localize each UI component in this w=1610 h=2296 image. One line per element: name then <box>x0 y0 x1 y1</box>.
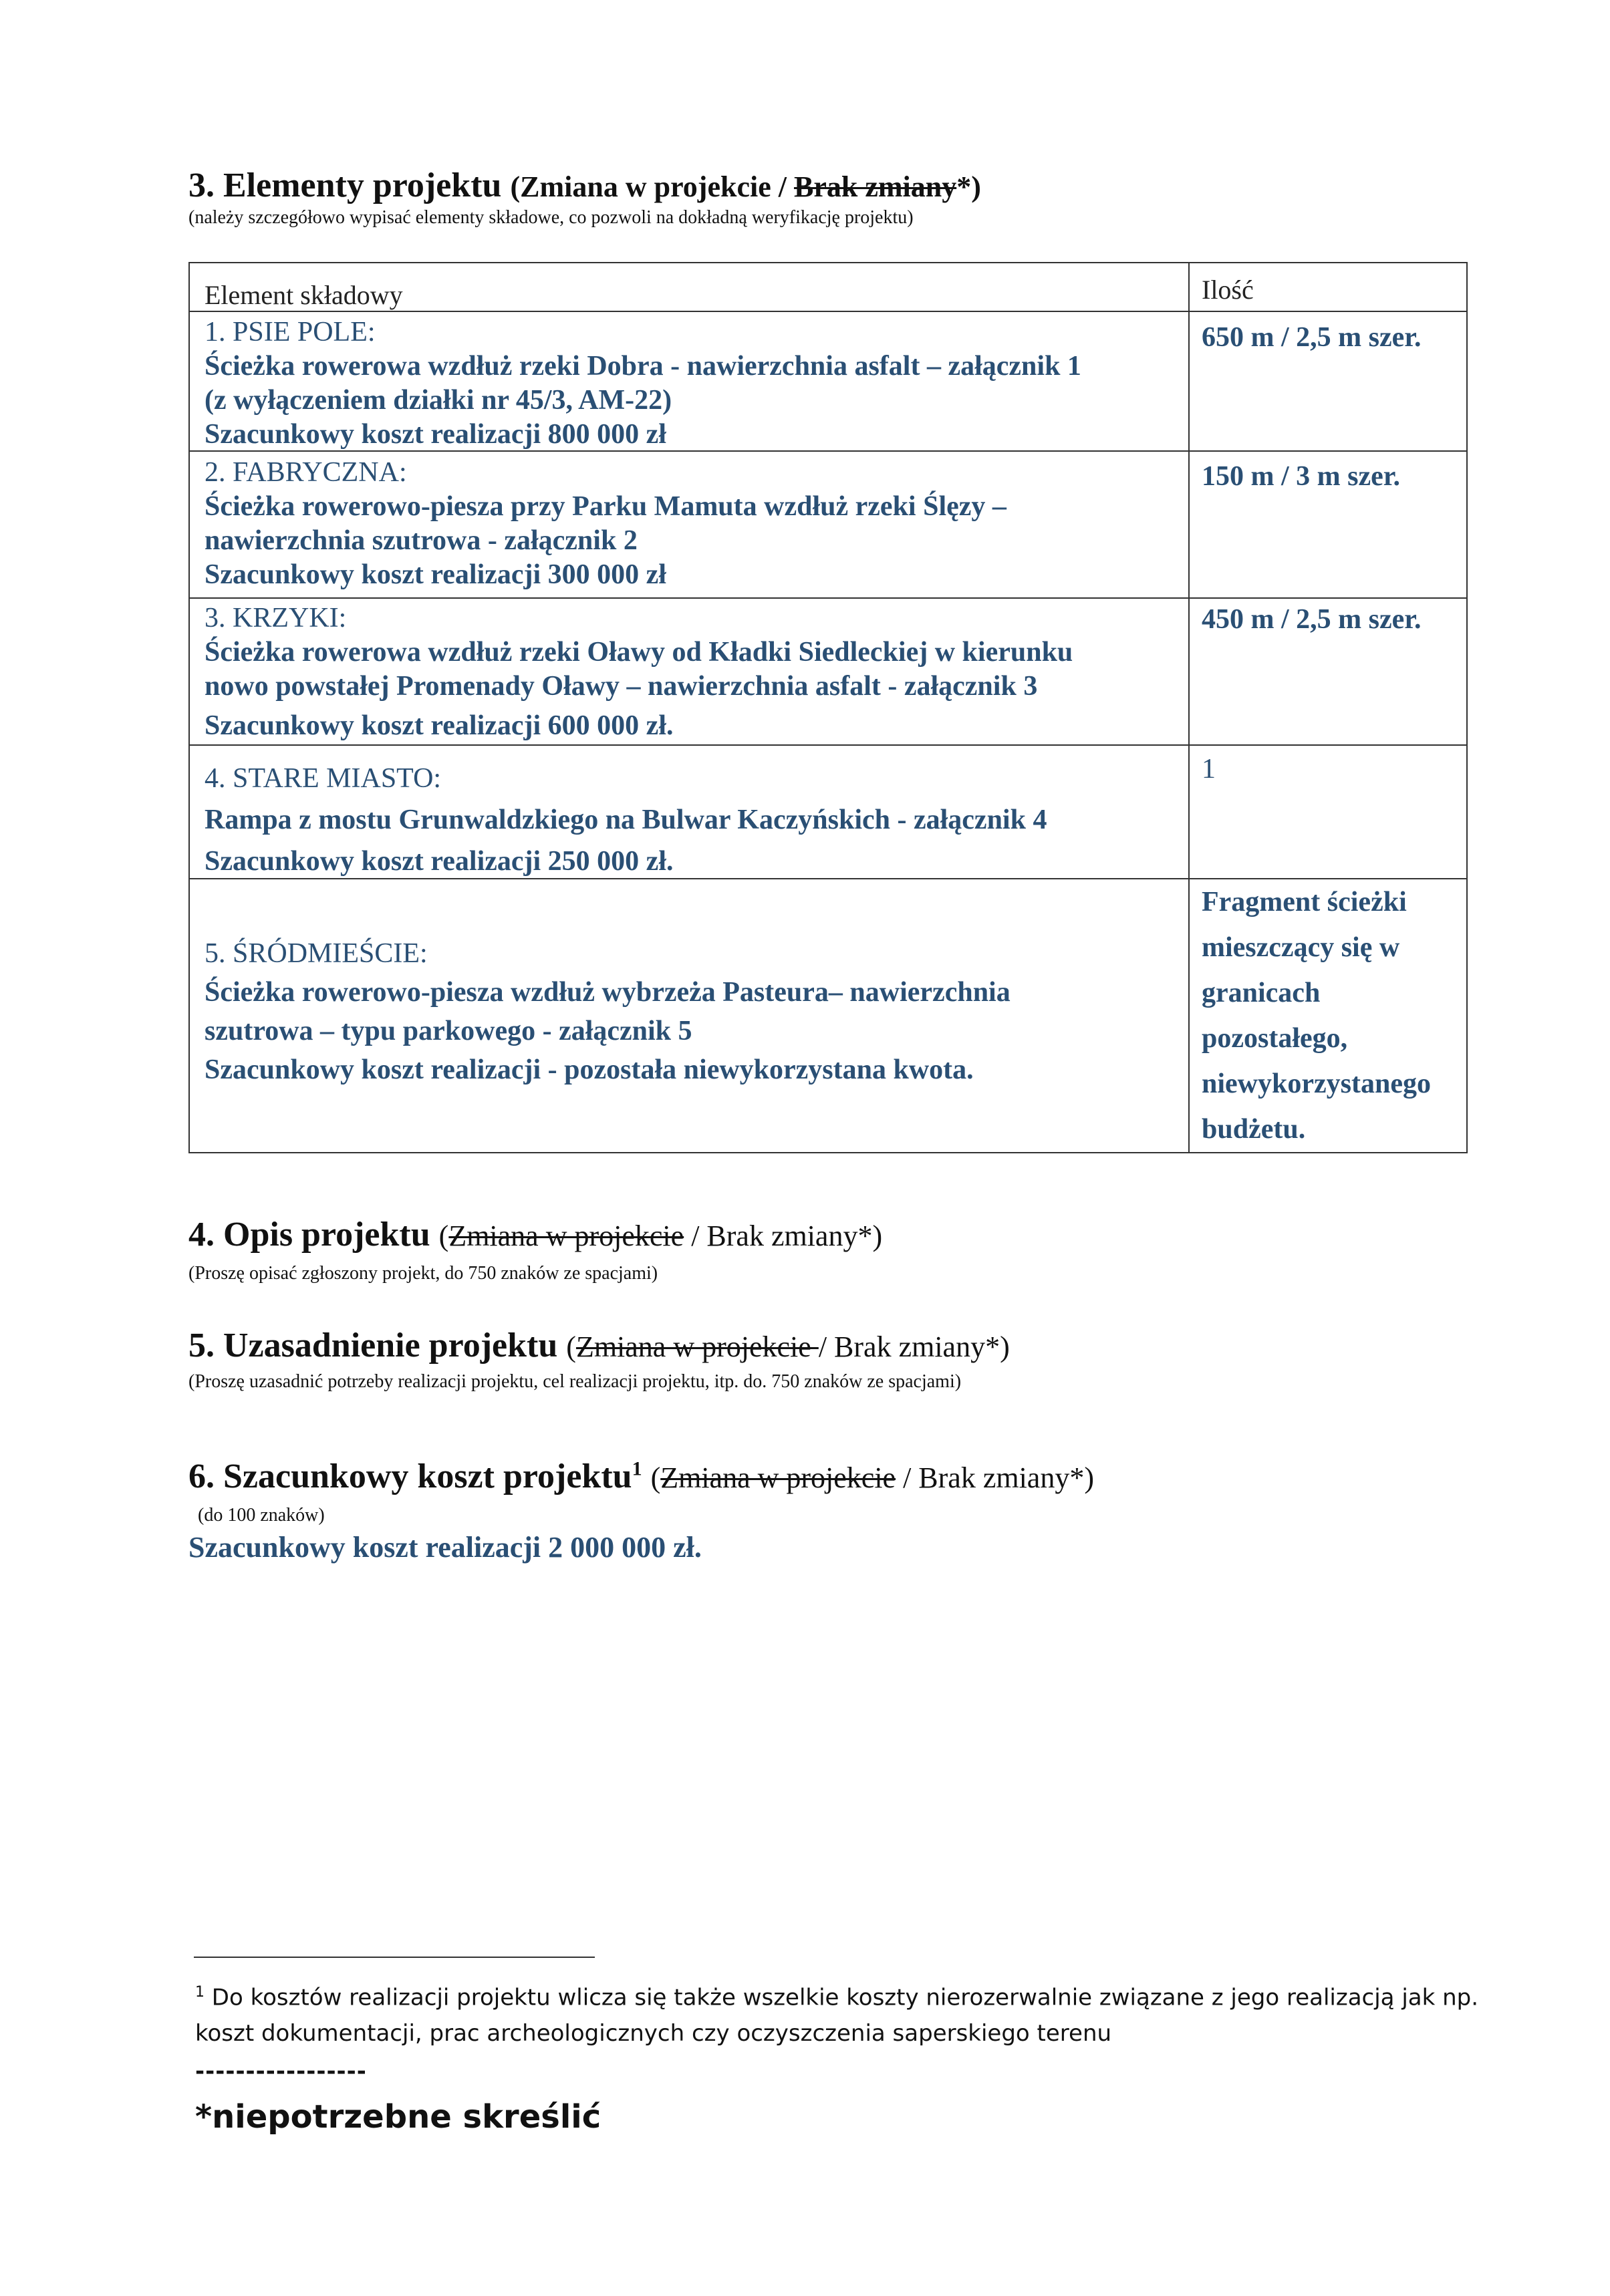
section-3-note: (należy szczegółowo wypisać elementy składowe, co pozwoli na dokładną weryfikację projektu) <box>188 207 914 228</box>
section-3-title: 3. Elementy projektu <box>188 166 502 204</box>
section-5-change-status: (Zmiana w projekcie / Brak zmiany*) <box>566 1330 1010 1363</box>
table-row-2-quantity: 150 m / 3 m szer. <box>1202 461 1401 492</box>
table-row-3-element: 3. KRZYKI: Ścieżka rowerowa wzdłuż rzeki Oławy od Kładki Siedleckiej w kierunku nowo powstałej Promenady Oławy – nawierzchnia asfalt - załącznik 3 Szacunkowy koszt realizacji 600 000 zł. <box>205 603 1073 741</box>
table-row-5-quantity: Fragment ścieżki mieszczący się w granicach pozostałego, niewykorzystanego budżetu. <box>1202 887 1431 1145</box>
table-row-2-element: 2. FABRYCZNA: Ścieżka rowerowo-piesza przy Parku Mamuta wzdłuż rzeki Ślęzy – nawierzchnia szutrowa - załącznik 2 Szacunkowy koszt realizacji 300 000 zł <box>205 457 1007 590</box>
section-6-title: 6. Szacunkowy koszt projektu <box>188 1457 632 1495</box>
section-5-note: (Proszę uzasadnić potrzeby realizacji projektu, cel realizacji projektu, itp. do. 750 znaków ze spacjami) <box>188 1371 962 1392</box>
section-4-heading <box>188 1215 882 1254</box>
section-6-cost-value: Szacunkowy koszt realizacji 2 000 000 zł. <box>188 1531 702 1564</box>
section-6-heading <box>188 1457 1094 1496</box>
footnote: $^1$ Do kosztów realizacji projektu wlicza się także wszelkie koszty nierozerwalnie związane z jego realizacją jak np. koszt dokumentacji, prac archeologicznych czy oczyszczenia saperskiego terenu <box>195 1984 1479 2047</box>
table-row-5-element: 5. ŚRÓDMIEŚCIE: Ścieżka rowerowo-piesza wzdłuż wybrzeża Pasteura– nawierzchnia szutrowa – typu parkowego - załącznik 5 Szacunkowy koszt realizacji - pozostała niewykorzystana kwota. <box>205 938 1011 1085</box>
section-4-change-status: (Zmiana w projekcie / Brak zmiany*) <box>438 1219 883 1252</box>
section-3-heading <box>188 166 981 205</box>
unnecessary-strike-note: *niepotrzebne skreślić <box>195 2098 601 2136</box>
table-row-1-element: 1. PSIE POLE: Ścieżka rowerowa wzdłuż rzeki Dobra - nawierzchnia asfalt – załącznik 1 (z wyłączeniem działki nr 45/3, AM-22) Szacunkowy koszt realizacji 800 000 zł <box>205 317 1081 450</box>
table-column-divider <box>1188 263 1190 1152</box>
section-5-heading <box>188 1326 1010 1365</box>
table-header-quantity: Ilość <box>1202 275 1254 305</box>
table-row-divider <box>190 597 1466 599</box>
table-header-element: Element składowy <box>205 280 403 310</box>
section-4-note: (Proszę opisać zgłoszony projekt, do 750 znaków ze spacjami) <box>188 1263 658 1284</box>
dashed-separator: ----------------- <box>195 2058 367 2085</box>
section-6-footnote-ref: 1 <box>632 1457 642 1480</box>
section-5-title: 5. Uzasadnienie projektu <box>188 1326 558 1365</box>
section-4-title: 4. Opis projektu <box>188 1215 430 1254</box>
section-6-change-status: (Zmiana w projekcie / Brak zmiany*) <box>650 1461 1094 1494</box>
table-row-1-quantity: 650 m / 2,5 m szer. <box>1202 322 1422 353</box>
table-row-3-quantity: 450 m / 2,5 m szer. <box>1202 604 1422 635</box>
section-6-note: (do 100 znaków) <box>198 1505 325 1526</box>
table-row-4-quantity: 1 <box>1202 754 1216 784</box>
table-row-4-element: 4. STARE MIASTO: Rampa z mostu Grunwaldzkiego na Bulwar Kaczyńskich - załącznik 4 Szacunkowy koszt realizacji 250 000 zł. <box>205 763 1047 877</box>
section-3-change-status: (Zmiana w projekcie / Brak zmiany*) <box>510 170 981 203</box>
footnote-rule <box>194 1957 595 1958</box>
elements-table <box>188 262 1468 1153</box>
table-row-divider <box>190 744 1466 746</box>
